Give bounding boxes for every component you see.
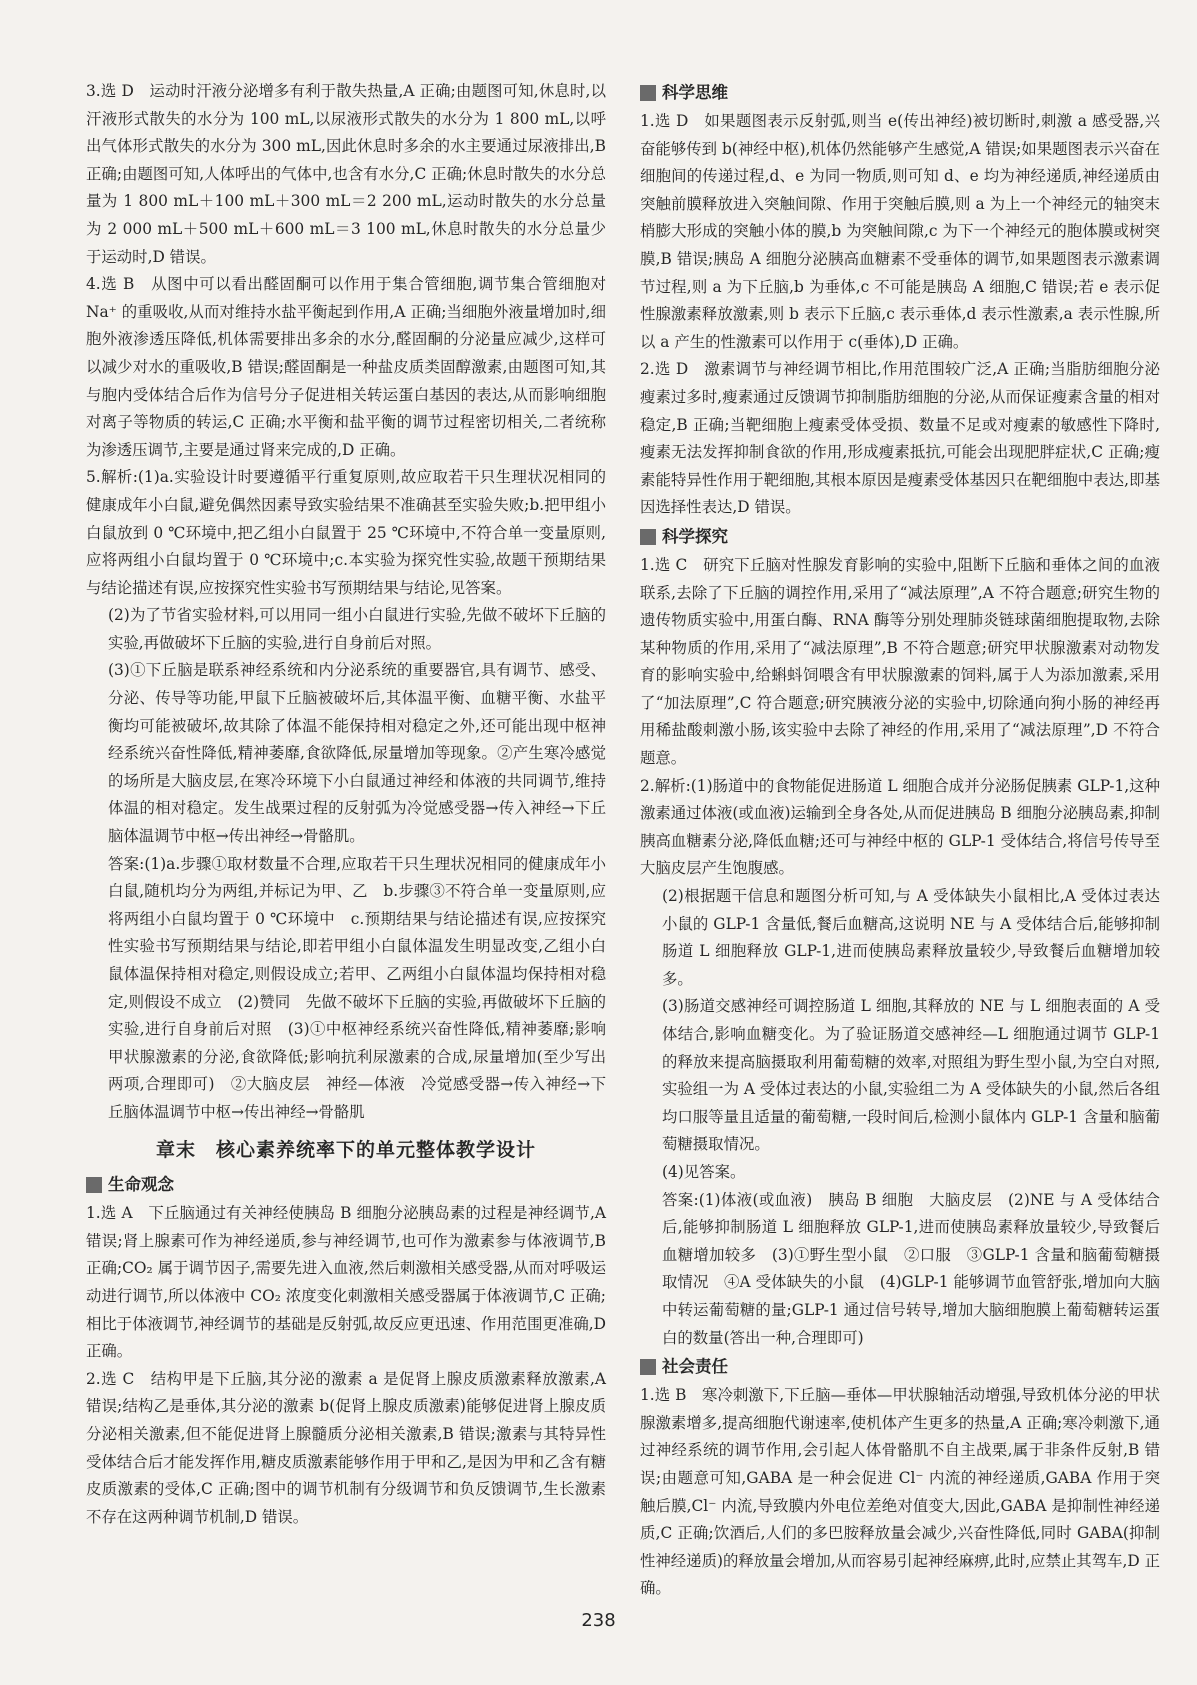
section-title: 科学探究: [662, 527, 728, 547]
section-marker-icon: [640, 1359, 656, 1375]
answer-item-4: 4.选 B 从图中可以看出醛固酮可以作用于集合管细胞,调节集合管细胞对 Na⁺ 的重吸收,从而对维持水盐平衡起到作用,A 正确;当细胞外液量增加时,细胞外液渗透压降低,机体需要排出多余的水分,醛固酮的分泌量应减少,这样可以减少对水的重吸收,B 错误;醛固酮是一种盐皮质类固醇激素,由题图可知,其与胞内受体结合后作为信号分子促进相关转运蛋白基因的表达,从而影响细胞对离子等物质的转运,C 正确;水平衡和盐平衡的调节过程密切相关,二者统称为渗透压调节,主要是通过肾来完成的,D 正确。: [86, 275, 606, 459]
inquiry-item-1: 1.选 C 研究下丘脑对性腺发育影响的实验中,阻断下丘脑和垂体之间的血液联系,去除了下丘脑的调控作用,采用了“减法原理”,A 不符合题意;研究生物的遗传物质实验中,用蛋白酶、RNA 酶等分别处理肺炎链球菌细胞提取物,去除某种物质的作用,采用了“减法原理”,B 不符合题意;研究甲状腺激素对动物发育的影响实验中,给蝌蚪饲喂含有甲状腺激素的饲料,属于人为添加激素,采用了“加法原理”,C 符合题意;研究胰液分泌的实验中,切除通向狗小肠的神经再用稀盐酸刺激小肠,该实验中去除了神经的作用,采用了“减法原理”,D 不符合题意。: [640, 555, 1160, 768]
inquiry-analysis-part-3: (3)肠道交感神经可调控肠道 L 细胞,其释放的 NE 与 L 细胞表面的 A 受体结合,影响血糖变化。为了验证肠道交感神经—L 细胞通过调节 GLP-1 的释放来提高脑摄取利用葡萄糖的效率,对照组为野生型小鼠,为空白对照,实验组一为 A 受体过表达的小鼠,实验组二为 A 受体缺失的小鼠,然后各组均口服等量且适量的葡萄糖,一段时间后,检测小鼠体内 GLP-1 含量和脑葡萄糖摄取情况。: [662, 997, 1160, 1154]
section-marker-icon: [640, 529, 656, 545]
analysis-part-3: (3)①下丘脑是联系神经系统和内分泌系统的重要器官,具有调节、感受、分泌、传导等功能,甲鼠下丘脑被破坏后,其体温平衡、血糖平衡、水盐平衡均可能被破坏,故其除了体温不能保持相对稳定之外,还可能出现中枢神经系统兴奋性降低,精神萎靡,食欲降低,尿量增加等现象。②产生寒冷感觉的场所是大脑皮层,在寒冷环境下小白鼠通过神经和体液的共同调节,维持体温的相对稳定。发生战栗过程的反射弧为冷觉感受器→传入神经→下丘脑体温调节中枢→传出神经→骨骼肌。: [108, 661, 606, 846]
section-heading-scientific-thinking: [640, 78, 1160, 108]
life-concept-item-2: 2.选 C 结构甲是下丘脑,其分泌的激素 a 是促肾上腺皮质激素释放激素,A 错误;结构乙是垂体,其分泌的激素 b(促肾上腺皮质激素)能够促进肾上腺皮质分泌相关激素,但不能促进肾上腺髓质分泌相关激素,B 错误;激素与其特异性受体结合后才能发挥作用,糖皮质激素能够作用于甲和乙,是因为甲和乙含有糖皮质激素的受体,C 正确;图中的调节机制有分级调节和负反馈调节,生长激素不存在这两种调节机制,D 错误。: [86, 1369, 606, 1526]
page-number: 238: [581, 1610, 616, 1631]
section-heading-social-responsibility: [640, 1352, 1160, 1382]
section-title: 科学思维: [662, 83, 728, 103]
section-title: 社会责任: [662, 1357, 728, 1377]
right-column: [640, 78, 1160, 1603]
section-heading-scientific-inquiry: [640, 522, 1160, 552]
section-marker-icon: [640, 85, 656, 101]
thinking-item-2: 2.选 D 激素调节与神经调节相比,作用范围较广泛,A 正确;当脂肪细胞分泌瘦素过多时,瘦素通过反馈调节抑制脂肪细胞的分泌,从而保证瘦素含量的相对稳定,B 正确;当靶细胞上瘦素受体受损、数量不足或对瘦素的敏感性下降时,瘦素无法发挥抑制食欲的作用,形成瘦素抵抗,可能会出现肥胖症状,C 正确;瘦素能特异性作用于靶细胞,其根本原因是瘦素受体基因只在靶细胞中表达,即基因选择性表达,D 错误。: [640, 360, 1160, 517]
chapter-title: 章末 核心素养统率下的单元整体教学设计: [155, 1138, 536, 1161]
inquiry-analysis-part-2: (2)根据题干信息和题图分析可知,与 A 受体缺失小鼠相比,A 受体过表达小鼠的 GLP-1 含量低,餐后血糖高,这说明 NE 与 A 受体结合后,能够抑制肠道 L 细胞释放 GLP-1,进而使胰岛素释放量较少,导致餐后血糖增加较多。: [662, 887, 1160, 988]
inquiry-item-2: 2.解析:(1)肠道中的食物能促进肠道 L 细胞合成并分泌肠促胰素 GLP-1,这种激素通过体液(或血液)运输到全身各处,从而促进胰岛 B 细胞分泌胰岛素,抑制胰高血糖素分泌,降低血糖;还可与神经中枢的 GLP-1 受体结合,将信号传导至大脑皮层产生饱腹感。: [640, 776, 1160, 878]
section-marker-icon: [86, 1177, 102, 1193]
thinking-item-1: 1.选 D 如果题图表示反射弧,则当 e(传出神经)被切断时,刺激 a 感受器,兴奋能够传到 b(神经中枢),机体仍然能够产生感觉,A 错误;如果题图表示兴奋在细胞间的传递过程,d、e 为同一物质,则可知 d、e 均为神经递质,神经递质由突触前膜释放进入突触间隙、作用于突触后膜,则 a 为上一个神经元的轴突末梢膨大形成的突触小体的膜,b 为突触间隙,c 为下一个神经元的胞体膜或树突膜,B 错误;胰岛 A 细胞分泌胰高血糖素不受垂体的调节,如果题图表示激素调节过程,则 a 为下丘脑,b 为垂体,c 不可能是胰岛 A 细胞,C 错误;若 e 表示促性腺激素释放激素,则 b 表示下丘脑,c 表示垂体,d 表示性激素,a 表示性腺,所以 a 产生的性激素可以作用于 c(垂体),D 正确。: [640, 112, 1160, 351]
section-heading-life-concept: [86, 1170, 606, 1200]
section-title: 生命观念: [108, 1175, 174, 1195]
answer-item-5: 5.解析:(1)a.实验设计时要遵循平行重复原则,故应取若干只生理状况相同的健康成年小白鼠,避免偶然因素导致实验结果不准确甚至实验失败;b.把甲组小白鼠放到 0 ℃环境中,把乙组小白鼠置于 25 ℃环境中,不符合单一变量原则,应将两组小白鼠均置于 0 ℃环境中;c.本实验为探究性实验,故题干预期结果与结论描述有误,应按探究性实验书写预期结果与结论,见答案。: [86, 468, 606, 597]
answer-item-3: 3.选 D 运动时汗液分泌增多有利于散失热量,A 正确;由题图可知,休息时,以汗液形式散失的水分为 100 mL,以尿液形式散失的水分为 1 800 mL,以呼出气体形式散失的水分为 300 mL,因此休息时多余的水主要通过尿液排出,B 正确;由题图可知,人体呼出的气体中,也含有水分,C 正确;休息时散失的水分总量为 1 800 mL＋100 mL＋300 mL＝2 200 mL,运动时散失的水分总量为 2 000 mL＋500 mL＋600 mL＝3 100 mL,休息时散失的水分总量少于运动时,D 错误。: [86, 82, 606, 266]
life-concept-item-1: 1.选 A 下丘脑通过有关神经使胰岛 B 细胞分泌胰岛素的过程是神经调节,A 错误;肾上腺素可作为神经递质,参与神经调节,也可作为激素参与体液调节,B 正确;CO₂ 属于调节因子,需要先进入血液,然后刺激相关感受器,从而对呼吸运动进行调节,所以体液中 CO₂ 浓度变化刺激相关感受器属于体液调节,C 正确;相比于体液调节,神经调节的基础是反射弧,故反应更迅速、作用范围更准确,D 正确。: [86, 1204, 606, 1361]
analysis-part-2: (2)为了节省实验材料,可以用同一组小白鼠进行实验,先做不破坏下丘脑的实验,再做破坏下丘脑的实验,进行自身前后对照。: [108, 606, 606, 652]
responsibility-item-1: 1.选 B 寒冷刺激下,下丘脑—垂体—甲状腺轴活动增强,导致机体分泌的甲状腺激素增多,提高细胞代谢速率,使机体产生更多的热量,A 正确;寒冷刺激下,通过神经系统的调节作用,会引起人体骨骼肌不自主战栗,属于非条件反射,B 错误;由题意可知,GABA 是一种会促进 Cl⁻ 内流的神经递质,GABA 作用于突触后膜,Cl⁻ 内流,导致膜内外电位差绝对值变大,因此,GABA 是抑制性神经递质,C 正确;饮酒后,人们的多巴胺释放量会减少,兴奋性降低,同时 GABA(抑制性神经递质)的释放量会增加,从而容易引起神经麻痹,此时,应禁止其驾车,D 正确。: [640, 1386, 1160, 1598]
inquiry-answer-summary: 答案:(1)体液(或血液) 胰岛 B 细胞 大脑皮层 (2)NE 与 A 受体结合后,能够抑制肠道 L 细胞释放 GLP-1,进而使胰岛素释放量较少,导致餐后血糖增加较多 (3)①野生型小鼠 ②口服 ③GLP-1 含量和脑葡萄糖摄取情况 ④A 受体缺失的小鼠 (4)GLP-1 能够调节血管舒张,增加向大脑中转运葡萄糖的量;GLP-1 通过信号转导,增加大脑细胞膜上葡萄糖转运蛋白的数量(答出一种,合理即可): [662, 1190, 1160, 1347]
left-column: [86, 78, 606, 1531]
answer-summary-5: 答案:(1)a.步骤①取材数量不合理,应取若干只生理状况相同的健康成年小白鼠,随机均分为两组,并标记为甲、乙 b.步骤③不符合单一变量原则,应将两组小白鼠均置于 0 ℃环境中 c.预期结果与结论描述有误,应按探究性实验书写预期结果与结论,即若甲组小白鼠体温发生明显改变,乙组小白鼠体温保持相对稳定,则假设成立;若甲、乙两组小白鼠体温均保持相对稳定,则假设不成立 (2)赞同 先做不破坏下丘脑的实验,再做破坏下丘脑的实验,进行自身前后对照 (3)①中枢神经系统兴奋性降低,精神萎靡;影响甲状腺激素的分泌,食欲降低;影响抗利尿激素的合成,尿量增加(至少写出两项,合理即可) ②大脑皮层 神经—体液 冷觉感受器→传入神经→下丘脑体温调节中枢→传出神经→骨骼肌: [108, 854, 606, 1121]
inquiry-analysis-part-4: (4)见答案。: [662, 1162, 746, 1181]
